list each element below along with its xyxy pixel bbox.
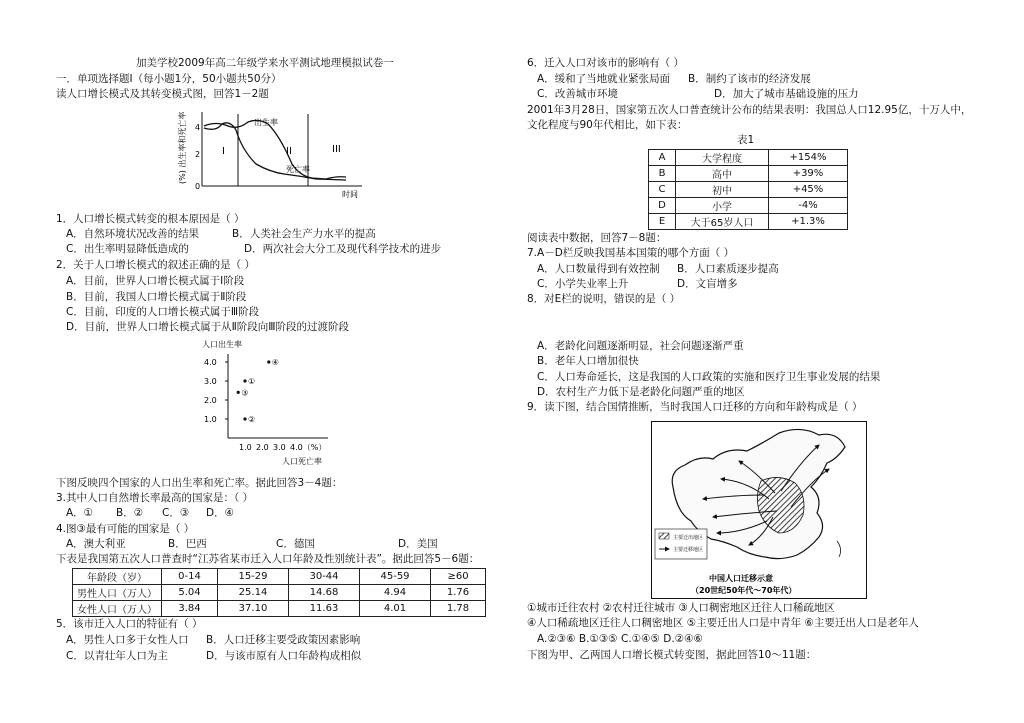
table-row: [73, 569, 486, 585]
q8-option-a: A．老龄化问题逐渐明显，社会问题逐渐严重: [537, 340, 744, 352]
map-legend-outmigration: 主要迁出地区: [673, 535, 704, 541]
table-cell: -4%: [769, 198, 848, 214]
q3-option-a: A．①: [66, 507, 94, 519]
read-instruction-3: 下表是我国第五次人口普查时“江苏省某市迁入人口年龄及性别统计表”。据此回答5－6题：: [56, 553, 480, 565]
table-cell: 大学程度: [676, 150, 769, 166]
scatter-xtick: 4.0（%）: [290, 443, 327, 452]
scatter-point: [243, 417, 246, 420]
table-1-title: 表1: [737, 134, 755, 146]
scatter-ytick: 4.0: [204, 358, 217, 367]
table-cell: +39%: [769, 166, 848, 182]
migration-age-table: [72, 568, 486, 617]
question-1: 1．人口增长模式转变的根本原因是（ ）: [56, 213, 245, 225]
q6-option-d: D．加大了城市基础设施的压力: [714, 88, 859, 100]
q2-option-b: B．目前，我国人口增长模式属于Ⅱ阶段: [66, 291, 247, 303]
read-instruction-5: 下图为甲、乙两国人口增长模式转变图，据此回答10～11题：: [527, 649, 817, 661]
table-row: [649, 150, 848, 166]
population-growth-model-chart: [176, 106, 366, 198]
table-row: [73, 601, 486, 617]
q2-option-a: A．目前，世界人口增长模式属于Ⅰ阶段: [66, 275, 245, 287]
table-cell: 女性人口（万人）: [73, 601, 162, 617]
q2-option-d: D．目前，世界人口增长模式属于从Ⅱ阶段向Ⅲ阶段的过渡阶段: [66, 321, 349, 333]
table-cell: 30-44: [289, 569, 360, 585]
q7-option-b: B．人口素质逐步提高: [677, 263, 779, 275]
scatter-xtick: 2.0: [256, 443, 269, 452]
q3-option-d: D．④: [206, 507, 234, 519]
table-row: [649, 166, 848, 182]
q3-option-c: C．③: [162, 507, 190, 519]
scatter-ytick: 1.0: [204, 415, 217, 424]
q1-option-b: B．人类社会生产力水平的提高: [232, 228, 376, 240]
table-cell: 4.01: [360, 601, 431, 617]
model-ytick-4: 4: [195, 123, 201, 132]
q6-option-b: B．制约了该市的经济发展: [688, 73, 811, 85]
table-cell: E: [649, 214, 676, 230]
q8-option-b: B．老年人口增加很快: [537, 355, 639, 367]
scatter-ylabel: 人口出生率: [202, 340, 242, 349]
q7-option-a: A．人口数量得到有效控制: [537, 263, 660, 275]
table-cell: 高中: [676, 166, 769, 182]
question-5: 5．该市迁入人口的特征有（ ）: [56, 618, 203, 630]
table-row: [73, 585, 486, 601]
table-cell: 4.94: [360, 585, 431, 601]
q8-option-d: D．农村生产力低下是老龄化问题严重的地区: [537, 386, 745, 398]
scatter-ytick: 3.0: [204, 377, 217, 386]
question-6: 6．迁入人口对该市的影响有（ ）: [527, 57, 685, 69]
scatter-point: [237, 391, 240, 394]
q5-option-d: D．与该市原有人口年龄构成相似: [206, 650, 362, 662]
table-cell: +1.3%: [769, 214, 848, 230]
scatter-point-label: ④: [271, 358, 279, 367]
q4-option-a: A．澳大利亚: [66, 538, 126, 550]
q9-options: A.②③⑥ B.①③⑤ C.①④⑤ D.②④⑥: [537, 633, 703, 645]
stage-3-label: III: [332, 144, 341, 155]
table-cell: 5.04: [162, 585, 218, 601]
birth-rate-label: 出生率: [254, 118, 278, 127]
question-3: 3.其中人口自然增长率最高的国家是：（ ）: [56, 492, 254, 504]
census-intro-2: 文化程度与90年代相比，如下表：: [527, 119, 688, 131]
model-chart-ylabel: (%) 出生率和死亡率: [178, 111, 187, 184]
read-instruction-1: 读人口增长模式及其转变模式图，回答1－2题: [56, 88, 269, 100]
page-title: 加美学校2009年高二年级学来水平测试地理模拟试卷一: [136, 57, 394, 69]
scatter-point: [267, 360, 270, 363]
q6-option-c: C．改善城市环境: [537, 88, 618, 100]
death-rate-label: 死亡率: [286, 165, 310, 174]
table-cell: A: [649, 150, 676, 166]
table-cell: 25.14: [217, 585, 288, 601]
table-cell: 1.76: [431, 585, 486, 601]
read-instruction-4: 阅读表中数据，回答7－8题：: [527, 232, 667, 244]
table-cell: 0-14: [162, 569, 218, 585]
q4-option-d: D．美国: [398, 538, 438, 550]
read-instruction-2: 下图反映四个国家的人口出生率和死亡率。据此回答3－4题：: [56, 477, 343, 489]
scatter-ytick: 2.0: [204, 396, 217, 405]
question-9: 9．读下图，结合国情推断，当时我国人口迁移的方向和年龄构成是（ ）: [527, 401, 863, 413]
table-cell: 11.63: [289, 601, 360, 617]
table-cell: C: [649, 182, 676, 198]
china-migration-map: [651, 421, 867, 599]
q7-option-d: D．文盲增多: [677, 278, 738, 290]
table-cell: 15-29: [217, 569, 288, 585]
question-4: 4.图③最有可能的国家是（ ）: [56, 523, 195, 535]
question-2: 2．关于人口增长模式的叙述正确的是（ ）: [56, 259, 256, 271]
table-row: [649, 182, 848, 198]
table-row: [649, 214, 848, 230]
q5-option-b: B．人口迁移主要受政策因素影响: [206, 634, 361, 646]
census-intro-1: 2001年3月28日，国家第五次人口普查统计公布的结果表明：我国总人口12.95亿，十万人中，: [527, 104, 972, 116]
table-cell: 大于65岁人口: [676, 214, 769, 230]
q9-statements-1: ①城市迁往农村 ②农村迁往城市 ③人口稠密地区迁往人口稀疏地区: [527, 602, 835, 614]
model-ytick-2: 2: [195, 150, 201, 159]
education-table: [648, 149, 848, 230]
q2-option-c: C．目前，印度的人口增长模式属于Ⅲ阶段: [66, 306, 260, 318]
q6-option-a: A．缓和了当地就业紧张局面: [537, 73, 671, 85]
map-caption-title: 中国人口迁移示意: [709, 574, 773, 583]
table-cell: 14.68: [289, 585, 360, 601]
map-legend-migration: 主要迁移地区: [673, 547, 704, 553]
birth-death-scatter-chart: [198, 338, 338, 468]
q1-option-a: A．自然环境状况改善的结果: [66, 228, 200, 240]
table-cell: 年龄段（岁）: [73, 569, 162, 585]
q5-option-c: C．以青壮年人口为主: [66, 650, 168, 662]
q7-option-c: C．小学失业率上升: [537, 278, 629, 290]
q1-option-d: D．两次社会大分工及现代科学技术的进步: [244, 243, 442, 255]
table-cell: D: [649, 198, 676, 214]
scatter-xtick: 1.0: [239, 443, 252, 452]
model-ytick-0: 0: [195, 182, 201, 191]
birth-rate-line: [204, 120, 346, 179]
map-caption-period: （20世纪50年代～70年代）: [691, 586, 797, 595]
table-cell: 初中: [676, 182, 769, 198]
q5-option-a: A．男性人口多于女性人口: [66, 634, 189, 646]
question-8: 8．对E栏的说明，错误的是（ ）: [527, 293, 681, 305]
table-cell: ≥60: [431, 569, 486, 585]
scatter-xlabel: 人口死亡率: [282, 457, 322, 466]
table-cell: 37.10: [217, 601, 288, 617]
table-cell: 男性人口（万人）: [73, 585, 162, 601]
table-row: [649, 198, 848, 214]
q9-statements-2: ④人口稀疏地区迁往人口稠密地区 ⑤主要迁出人口是中青年 ⑥主要迁出人口是老年人: [527, 617, 919, 629]
q4-option-c: C．德国: [276, 538, 315, 550]
question-7: 7.A－D栏反映我国基本国策的哪个方面（ ）: [527, 247, 735, 259]
q1-option-c: C．出生率明显降低造成的: [66, 243, 189, 255]
table-cell: B: [649, 166, 676, 182]
table-cell: 1.78: [431, 601, 486, 617]
scatter-point-label: ③: [241, 388, 249, 398]
table-cell: 3.84: [162, 601, 218, 617]
stage-1-label: I: [222, 146, 225, 157]
q3-option-b: B．②: [116, 507, 144, 519]
scatter-point-label: ①: [248, 377, 256, 386]
table-cell: +45%: [769, 182, 848, 198]
q4-option-b: B．巴西: [168, 538, 207, 550]
table-cell: +154%: [769, 150, 848, 166]
scatter-point: [243, 379, 246, 382]
model-chart-xlabel: 时间: [342, 190, 358, 198]
table-cell: 小学: [676, 198, 769, 214]
table-cell: 45-59: [360, 569, 431, 585]
section-heading: 一．单项选择题Ⅰ（每小题1分，50小题共50分）: [56, 73, 282, 85]
scatter-point-label: ②: [248, 415, 256, 424]
scatter-xtick: 3.0: [273, 443, 286, 452]
stage-2-label: II: [286, 146, 292, 157]
q8-option-c: C．人口寿命延长，这是我国的人口政策的实施和医疗卫生事业发展的结果: [537, 371, 881, 383]
